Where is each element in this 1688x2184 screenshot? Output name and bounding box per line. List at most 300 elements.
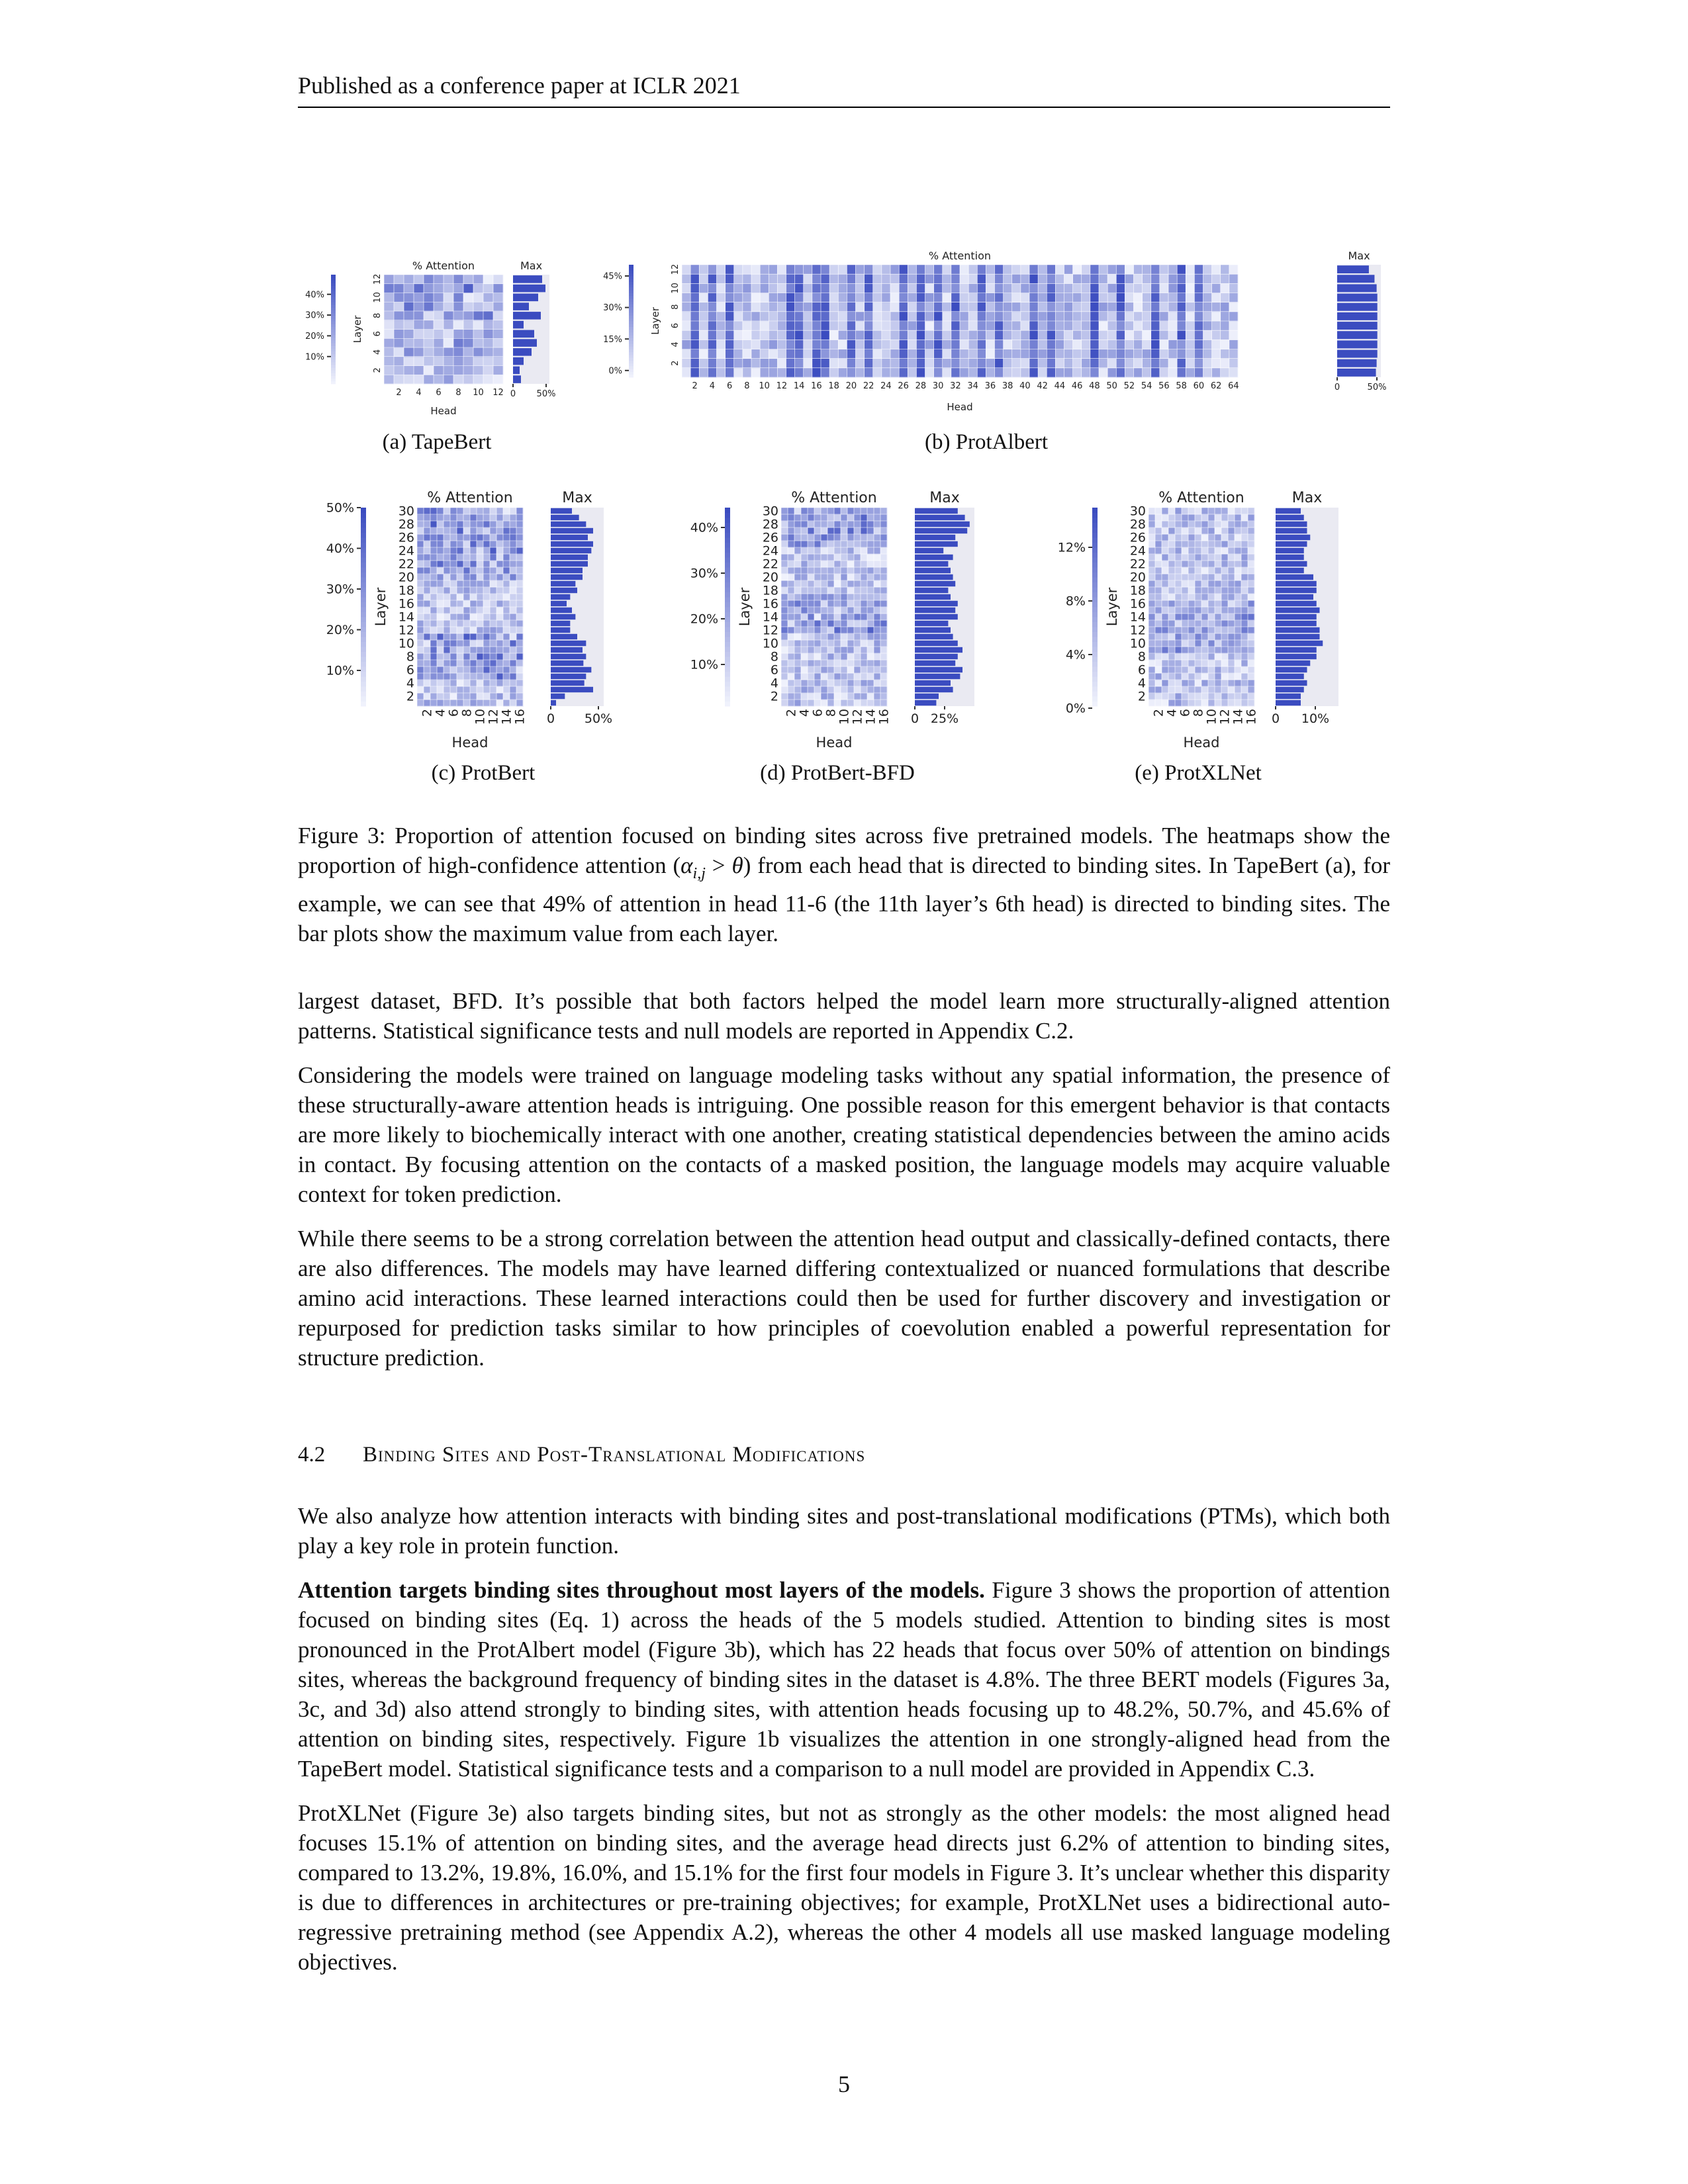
heatmap-cell bbox=[1235, 614, 1241, 620]
heatmap-cell bbox=[861, 627, 867, 633]
max-bar bbox=[551, 561, 588, 567]
heatmap-cell bbox=[708, 349, 717, 359]
heatmap-cell bbox=[786, 359, 796, 369]
heatmap-cell bbox=[1082, 302, 1091, 312]
heatmap-cell bbox=[453, 366, 463, 375]
heatmap-cell bbox=[394, 284, 404, 293]
heatmap-cell bbox=[1195, 627, 1201, 633]
colorbar-tick-label: 0% bbox=[1065, 701, 1086, 716]
heatmap-cell bbox=[801, 607, 808, 614]
heatmap-cell bbox=[854, 527, 861, 534]
heatmap-cell bbox=[1208, 627, 1215, 633]
heatmap-cell bbox=[1208, 580, 1215, 587]
heatmap-cell bbox=[430, 567, 437, 574]
heatmap-cell bbox=[444, 647, 450, 653]
heatmap-cell bbox=[510, 660, 516, 666]
colorbar-segment bbox=[331, 313, 336, 316]
heatmap-cell bbox=[444, 541, 450, 547]
heatmap-cell bbox=[899, 349, 908, 359]
colorbar-segment bbox=[629, 279, 633, 282]
heatmap-cell bbox=[874, 594, 880, 600]
heatmap-cell bbox=[496, 534, 503, 541]
heatmap-cell bbox=[841, 660, 847, 666]
colorbar-segment bbox=[331, 376, 336, 379]
max-bar bbox=[551, 541, 593, 547]
y-tick-label: 26 bbox=[1129, 530, 1146, 545]
heatmap-cell bbox=[424, 653, 430, 660]
heatmap-cell bbox=[874, 561, 880, 567]
heatmap-cell bbox=[490, 653, 496, 660]
heatmap-cell bbox=[682, 349, 691, 359]
heatmap-cell bbox=[496, 541, 503, 547]
x-tick-label: 14 bbox=[1231, 709, 1246, 725]
heatmap-cell bbox=[1228, 660, 1235, 666]
heatmap-cell bbox=[801, 614, 808, 620]
heatmap-cell bbox=[1090, 312, 1100, 322]
heatmap-cell bbox=[717, 330, 726, 340]
heatmap-cell bbox=[414, 320, 424, 330]
heatmap-cell bbox=[473, 357, 483, 366]
heatmap-cell bbox=[841, 614, 847, 620]
heatmap-cell bbox=[1248, 514, 1254, 521]
heatmap-cell bbox=[861, 640, 867, 647]
heatmap-cell bbox=[1241, 594, 1248, 600]
heatmap-cell bbox=[788, 554, 794, 561]
heatmap-cell bbox=[1029, 274, 1039, 284]
heatmap-cell bbox=[1168, 508, 1175, 514]
heatmap-cell bbox=[1149, 521, 1155, 527]
heatmap-cell bbox=[1082, 340, 1091, 349]
colorbar-segment bbox=[331, 338, 336, 341]
heatmap-cell bbox=[951, 359, 961, 369]
max-bar bbox=[551, 627, 570, 633]
heatmap-cell bbox=[516, 620, 523, 627]
heatmap-cell bbox=[899, 274, 908, 284]
colorbar-segment bbox=[1092, 523, 1098, 528]
x-tick-label: 2 bbox=[420, 709, 435, 717]
heatmap-cell bbox=[838, 265, 847, 275]
heatmap-cell bbox=[493, 320, 503, 330]
heatmap-cell bbox=[417, 666, 424, 673]
heatmap-cell bbox=[781, 514, 788, 521]
heatmap-cell bbox=[880, 594, 887, 600]
heatmap-cell bbox=[916, 312, 925, 322]
heatmap-cell bbox=[430, 680, 437, 686]
y-tick-label: 8 bbox=[1137, 649, 1146, 664]
heatmap-cell bbox=[861, 594, 867, 600]
heatmap-cell bbox=[430, 554, 437, 561]
colorbar-segment bbox=[629, 349, 633, 353]
heatmap-cell bbox=[424, 284, 434, 293]
heatmap-cell bbox=[384, 293, 394, 302]
colorbar-segment bbox=[361, 557, 366, 563]
heatmap-cell bbox=[977, 283, 986, 293]
heatmap-cell bbox=[821, 653, 827, 660]
heatmap-cell bbox=[483, 620, 490, 627]
heatmap-cell bbox=[1149, 547, 1155, 554]
heatmap-cell bbox=[430, 521, 437, 527]
heatmap-cell bbox=[781, 567, 788, 574]
heatmap-cell bbox=[708, 321, 717, 331]
colorbar-segment bbox=[725, 672, 730, 677]
y-tick-label: 6 bbox=[1137, 662, 1146, 678]
heatmap-cell bbox=[417, 594, 424, 600]
heatmap-cell bbox=[444, 700, 450, 706]
colorbar-segment bbox=[361, 537, 366, 543]
heatmap-cell bbox=[496, 620, 503, 627]
heatmap-cell bbox=[821, 580, 827, 587]
heatmap-cell bbox=[503, 527, 510, 534]
colorbar-segment bbox=[331, 354, 336, 357]
heatmap-cell bbox=[847, 541, 854, 547]
heatmap-cell bbox=[865, 274, 874, 284]
heatmap-cell bbox=[1228, 574, 1235, 580]
heatmap-cell bbox=[417, 614, 424, 620]
heatmap-cell bbox=[503, 534, 510, 541]
max-bar bbox=[1337, 265, 1369, 273]
heatmap-cell bbox=[444, 614, 450, 620]
heatmap-cell bbox=[821, 686, 827, 693]
heatmap-cell bbox=[854, 521, 861, 527]
heatmap-cell bbox=[394, 311, 404, 320]
heatmap-cell bbox=[516, 640, 523, 647]
heatmap-cell bbox=[1201, 607, 1208, 614]
heatmap-cell bbox=[1029, 321, 1039, 331]
heatmap-cell bbox=[908, 321, 917, 331]
heatmap-cell bbox=[1188, 580, 1195, 587]
heatmap-cell bbox=[450, 587, 457, 594]
heatmap-cell bbox=[1134, 274, 1143, 284]
heatmap-cell bbox=[781, 541, 788, 547]
heatmap-cell bbox=[1055, 340, 1064, 349]
heatmap-cell bbox=[510, 600, 516, 607]
colorbar-segment bbox=[725, 607, 730, 612]
heatmap-cell bbox=[1175, 614, 1182, 620]
heatmap-cell bbox=[444, 620, 450, 627]
heatmap-cell bbox=[1168, 283, 1178, 293]
heatmap-cell bbox=[794, 640, 801, 647]
heatmap-cell bbox=[1208, 647, 1215, 653]
max-tick-label: 0 bbox=[510, 389, 516, 399]
colorbar-tick-label: 4% bbox=[1065, 647, 1086, 662]
y-tick-label: 14 bbox=[762, 610, 778, 625]
heatmap-cell bbox=[1047, 274, 1056, 284]
heatmap-cell bbox=[503, 547, 510, 554]
heatmap-cell bbox=[473, 302, 483, 311]
x-tick-label: 10 bbox=[759, 381, 770, 391]
heatmap-cell bbox=[916, 293, 925, 303]
heatmap-cell bbox=[1175, 640, 1182, 647]
heatmap-cell bbox=[1160, 293, 1169, 303]
heatmap-cell bbox=[463, 284, 473, 293]
heatmap-cell bbox=[1208, 614, 1215, 620]
heatmap-cell bbox=[1073, 293, 1082, 303]
heatmap-cell bbox=[444, 567, 450, 574]
heatmap-cell bbox=[434, 320, 444, 330]
heatmap-cell bbox=[814, 700, 821, 706]
heatmap-cell bbox=[1203, 274, 1213, 284]
heatmap-cell bbox=[444, 514, 450, 521]
heatmap-cell bbox=[470, 653, 477, 660]
heatmap-cell bbox=[1215, 640, 1221, 647]
max-bar bbox=[1276, 594, 1313, 600]
heatmap-cell bbox=[1143, 340, 1152, 349]
heatmap-cell bbox=[751, 274, 761, 284]
heatmap-cell bbox=[867, 521, 874, 527]
heatmap-cell bbox=[1168, 600, 1175, 607]
colorbar-segment bbox=[1092, 533, 1098, 538]
heatmap-cell bbox=[943, 302, 952, 312]
heatmap-cell bbox=[865, 265, 874, 275]
colorbar-segment bbox=[725, 612, 730, 617]
heatmap-cell bbox=[1201, 640, 1208, 647]
heatmap-cell bbox=[794, 508, 801, 514]
colorbar-tick-label: 0% bbox=[608, 366, 622, 377]
heatmap-cell bbox=[908, 368, 917, 378]
heatmap-cell bbox=[804, 274, 813, 284]
heatmap-cell bbox=[483, 633, 490, 640]
max-bar bbox=[551, 634, 577, 639]
heatmap-cell bbox=[450, 521, 457, 527]
heatmap-cell bbox=[821, 693, 827, 700]
colorbar-segment bbox=[629, 312, 633, 316]
heatmap-cell bbox=[1004, 302, 1013, 312]
barplot-title: Max bbox=[1348, 250, 1370, 262]
heatmap-cell bbox=[424, 607, 430, 614]
max-bar bbox=[1337, 294, 1378, 302]
heatmap-cell bbox=[1155, 547, 1162, 554]
heatmap-cell bbox=[1228, 647, 1235, 653]
colorbar-segment bbox=[361, 508, 366, 513]
heatmap-cell bbox=[861, 514, 867, 521]
heatmap-cell bbox=[781, 660, 788, 666]
heatmap-cell bbox=[814, 521, 821, 527]
heatmap-cell bbox=[1134, 283, 1143, 293]
heatmap-cell bbox=[781, 620, 788, 627]
max-bar bbox=[551, 581, 575, 586]
heatmap-cell bbox=[847, 587, 854, 594]
max-bar bbox=[915, 654, 958, 659]
heatmap-cell bbox=[699, 349, 708, 359]
heatmap-cell bbox=[874, 620, 880, 627]
heatmap-cell bbox=[690, 368, 700, 378]
heatmap-cell bbox=[417, 680, 424, 686]
heatmap-cell bbox=[1151, 265, 1160, 275]
heatmap-cell bbox=[690, 359, 700, 369]
heatmap-cell bbox=[1116, 274, 1125, 284]
colorbar-segment bbox=[331, 340, 336, 343]
heatmap-cell bbox=[444, 594, 450, 600]
heatmap-cell bbox=[1195, 527, 1201, 534]
max-bar bbox=[551, 568, 583, 573]
heatmap-cell bbox=[1228, 521, 1235, 527]
heatmap-cell bbox=[812, 293, 821, 303]
heatmap-cell bbox=[847, 330, 856, 340]
heatmap-cell bbox=[1134, 349, 1143, 359]
heatmap-cell bbox=[1134, 340, 1143, 349]
heatmap-cell bbox=[1143, 293, 1152, 303]
heatmap-cell bbox=[1073, 359, 1082, 369]
y-tick-label: 30 bbox=[398, 504, 414, 519]
heatmap-cell bbox=[1168, 541, 1175, 547]
heatmap-cell bbox=[812, 359, 821, 369]
heatmap-cell bbox=[394, 320, 404, 330]
colorbar-segment bbox=[725, 647, 730, 652]
heatmap-cell bbox=[463, 521, 470, 527]
heatmap-cell bbox=[769, 302, 778, 312]
max-bar bbox=[1276, 561, 1307, 567]
heatmap-cell bbox=[457, 660, 463, 666]
heatmap-cell bbox=[1248, 561, 1254, 567]
heatmap-cell bbox=[834, 686, 841, 693]
max-bar bbox=[1276, 581, 1317, 586]
heatmap-cell bbox=[1160, 368, 1169, 378]
figure-3d-protbert-bfd bbox=[669, 467, 1000, 758]
y-axis-label: Layer bbox=[649, 307, 661, 335]
heatmap-cell bbox=[1155, 686, 1162, 693]
heatmap-cell bbox=[874, 680, 880, 686]
heatmap-cell bbox=[751, 359, 761, 369]
heatmap-cell bbox=[880, 666, 887, 673]
heatmap-cell bbox=[847, 340, 856, 349]
heatmap-cell bbox=[394, 302, 404, 311]
heatmap-cell bbox=[1221, 508, 1228, 514]
max-bar bbox=[1276, 654, 1317, 659]
heatmap-cell bbox=[874, 660, 880, 666]
heatmap-cell bbox=[1168, 647, 1175, 653]
y-tick-label: 8 bbox=[406, 649, 414, 664]
heatmap-cell bbox=[1162, 541, 1168, 547]
heatmap-cell bbox=[1155, 620, 1162, 627]
max-bar bbox=[915, 568, 951, 573]
heatmap-cell bbox=[1221, 554, 1228, 561]
heatmap-cell bbox=[1168, 340, 1178, 349]
heatmap-cell bbox=[682, 265, 691, 275]
heatmap-cell bbox=[1195, 600, 1201, 607]
heatmap-cell bbox=[483, 541, 490, 547]
heatmap-cell bbox=[1201, 521, 1208, 527]
colorbar-segment bbox=[725, 617, 730, 622]
heatmap-cell bbox=[821, 541, 827, 547]
colorbar-segment bbox=[331, 308, 336, 311]
section-number: 4.2 bbox=[298, 1443, 326, 1467]
heatmap-cell bbox=[925, 368, 935, 378]
heatmap-cell bbox=[1188, 660, 1195, 666]
y-tick-label: 14 bbox=[1129, 610, 1146, 625]
heatmap-cell bbox=[847, 660, 854, 666]
y-tick-label: 20 bbox=[762, 570, 778, 585]
heatmap-cell bbox=[769, 312, 778, 322]
heatmap-cell bbox=[1188, 541, 1195, 547]
colorbar-segment bbox=[1092, 652, 1098, 657]
heatmap-cell bbox=[1107, 265, 1117, 275]
heatmap-cell bbox=[1241, 580, 1248, 587]
heatmap-cell bbox=[834, 614, 841, 620]
heatmap-cell bbox=[1221, 567, 1228, 574]
max-bar bbox=[551, 515, 579, 520]
heatmap-cell bbox=[503, 521, 510, 527]
heatmap-cell bbox=[827, 567, 834, 574]
colorbar-segment bbox=[1092, 577, 1098, 582]
heatmap-cell bbox=[1195, 633, 1201, 640]
heatmap-cell bbox=[880, 700, 887, 706]
heatmap-cell bbox=[483, 527, 490, 534]
heatmap-cell bbox=[1221, 700, 1228, 706]
heatmap-cell bbox=[743, 330, 752, 340]
colorbar-segment bbox=[361, 543, 366, 548]
heatmap-cell bbox=[726, 283, 735, 293]
heatmap-cell bbox=[861, 521, 867, 527]
heatmap-cell bbox=[821, 302, 830, 312]
x-tick-label: 46 bbox=[1071, 381, 1083, 391]
heatmap-cell bbox=[444, 284, 453, 293]
colorbar-segment bbox=[331, 304, 336, 308]
heatmap-cell bbox=[384, 284, 394, 293]
heatmap-cell bbox=[1228, 580, 1235, 587]
heatmap-cell bbox=[854, 541, 861, 547]
heatmap-cell bbox=[1168, 574, 1175, 580]
heatmap-cell bbox=[1208, 673, 1215, 680]
heatmap-cell bbox=[424, 302, 434, 311]
heatmap-cell bbox=[808, 640, 814, 647]
heatmap-cell bbox=[470, 527, 477, 534]
heatmap-cell bbox=[943, 330, 952, 340]
heatmap-cell bbox=[510, 574, 516, 580]
colorbar-segment bbox=[629, 330, 633, 333]
heatmap-cell bbox=[470, 640, 477, 647]
heatmap-cell bbox=[821, 620, 827, 627]
heatmap-cell bbox=[384, 366, 394, 375]
heatmap-cell bbox=[1235, 587, 1241, 594]
heatmap-cell bbox=[1038, 359, 1047, 369]
heatmap-cell bbox=[1047, 368, 1056, 378]
heatmap-cell bbox=[726, 302, 735, 312]
heatmap-cell bbox=[1064, 274, 1074, 284]
x-tick-label: 12 bbox=[486, 709, 501, 725]
heatmap-cell bbox=[1029, 349, 1039, 359]
heatmap-cell bbox=[490, 527, 496, 534]
x-tick-label: 6 bbox=[1178, 709, 1193, 717]
colorbar-segment bbox=[361, 632, 366, 637]
heatmap-cell bbox=[861, 600, 867, 607]
heatmap-cell bbox=[457, 633, 463, 640]
colorbar-segment bbox=[331, 370, 336, 373]
heatmap-cell bbox=[854, 686, 861, 693]
heatmap-cell bbox=[1168, 640, 1175, 647]
heatmap-cell bbox=[453, 293, 463, 302]
x-tick-label: 28 bbox=[915, 381, 927, 391]
heatmap-cell bbox=[874, 554, 880, 561]
heatmap-cell bbox=[1221, 547, 1228, 554]
heatmap-cell bbox=[437, 693, 444, 700]
x-tick-label: 10 bbox=[1204, 709, 1219, 725]
heatmap-cell bbox=[1228, 680, 1235, 686]
heatmap-cell bbox=[463, 275, 473, 284]
heatmap-cell bbox=[865, 349, 874, 359]
heatmap-cell bbox=[496, 653, 503, 660]
heatmap-cell bbox=[968, 368, 978, 378]
heatmap-cell bbox=[861, 541, 867, 547]
heatmap-cell bbox=[1201, 680, 1208, 686]
max-bar bbox=[1276, 541, 1307, 547]
heatmap-cell bbox=[1228, 640, 1235, 647]
heatmap-cell bbox=[483, 666, 490, 673]
colorbar-segment bbox=[1092, 612, 1098, 617]
x-tick-label: 32 bbox=[950, 381, 961, 391]
heatmap-cell bbox=[414, 375, 424, 384]
y-tick-label: 26 bbox=[398, 530, 414, 545]
heatmap-cell bbox=[880, 680, 887, 686]
